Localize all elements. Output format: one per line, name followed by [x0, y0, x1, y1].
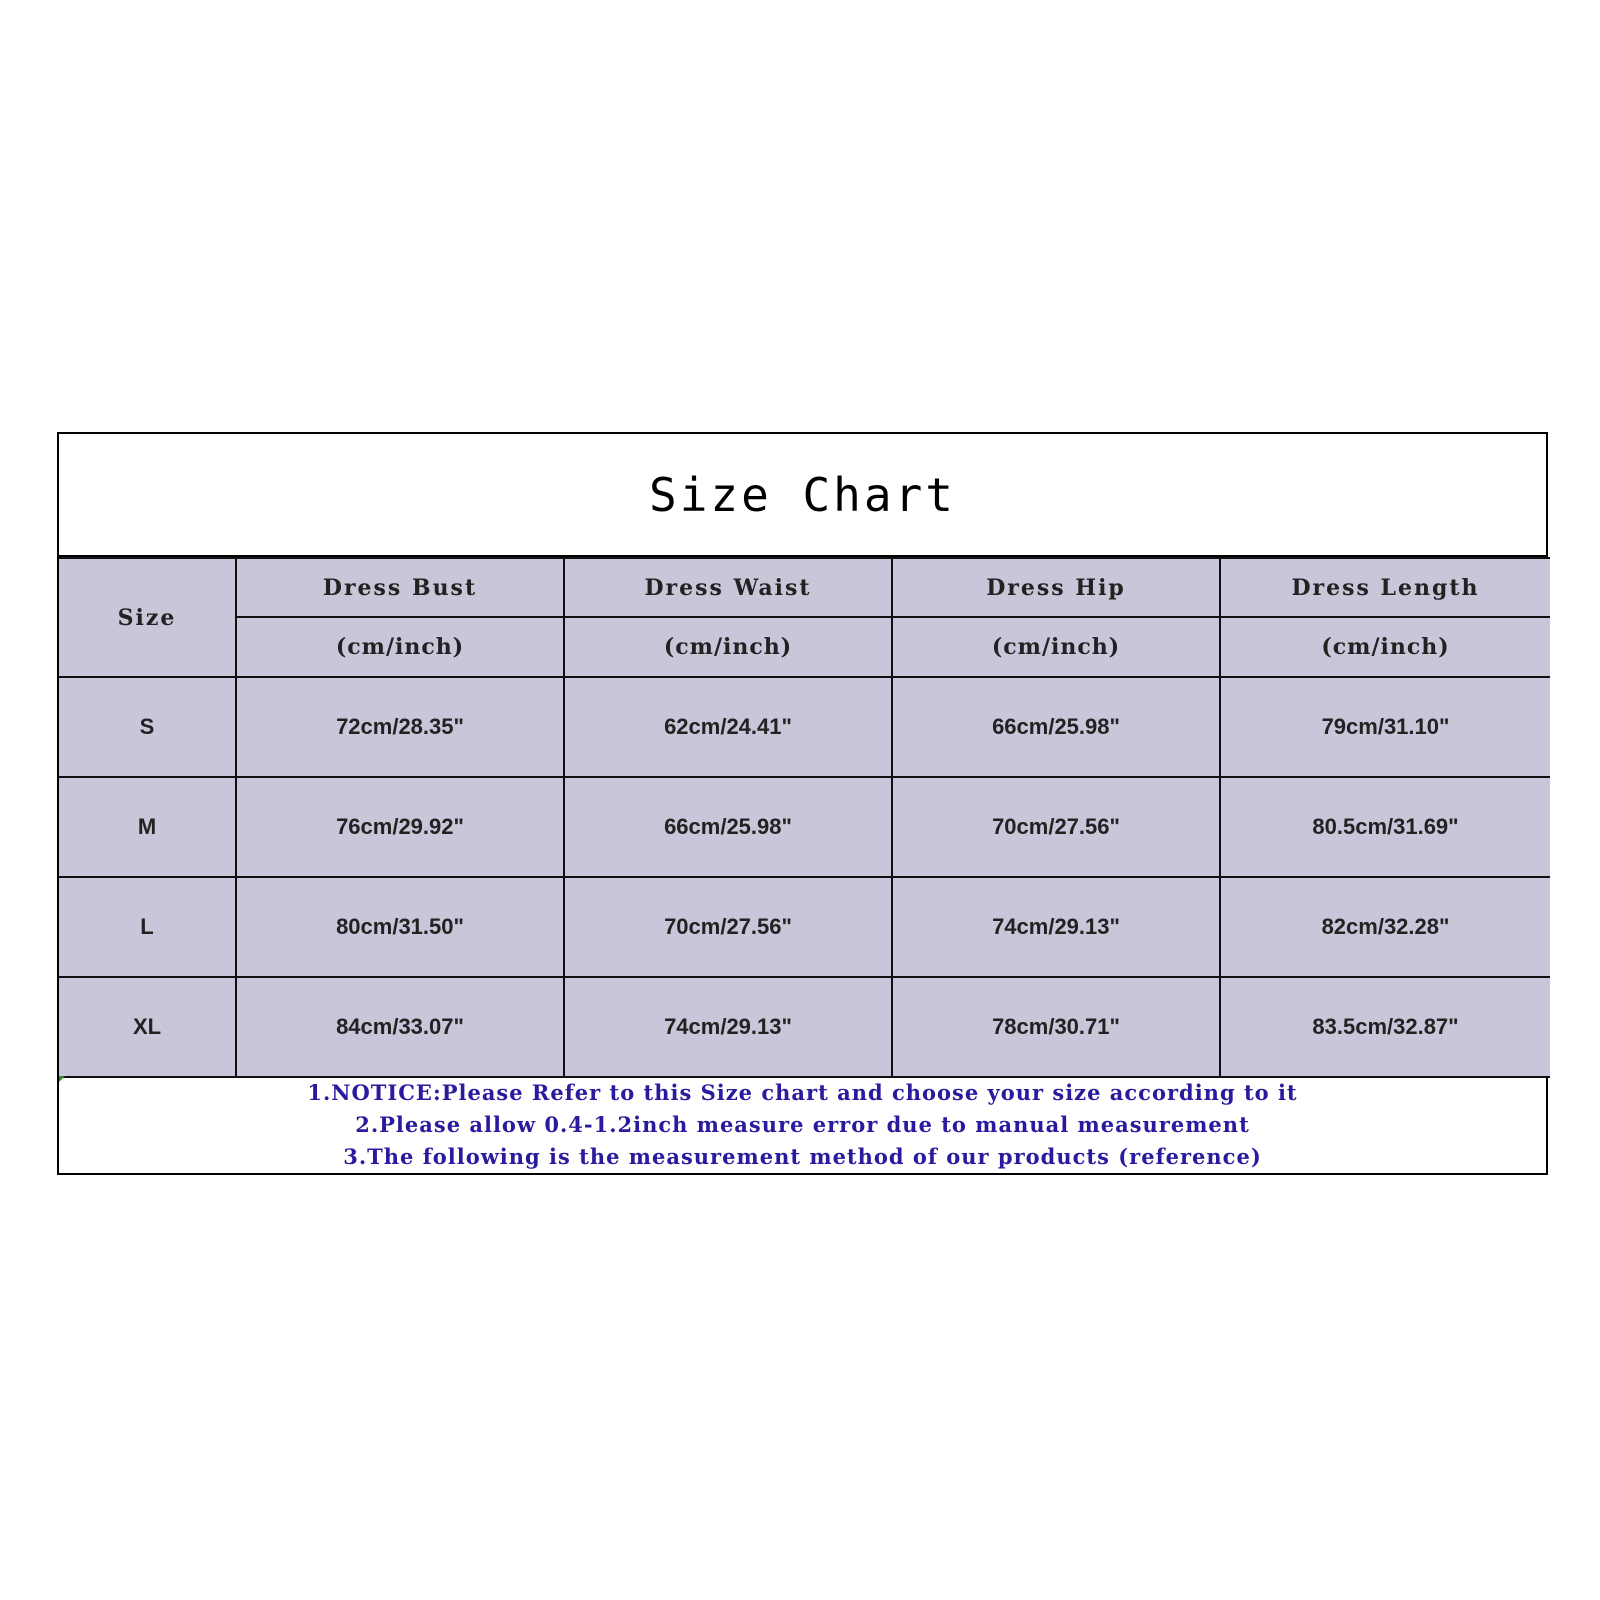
length-cell: 83.5cm/32.87": [1220, 977, 1550, 1077]
note-line-2: 2.Please allow 0.4-1.2inch measure error due to manual measurement: [355, 1112, 1250, 1137]
bust-cell: 84cm/33.07": [236, 977, 564, 1077]
waist-cell: 74cm/29.13": [564, 977, 892, 1077]
bust-cell: 80cm/31.50": [236, 877, 564, 977]
table-row: [59, 677, 1550, 777]
length-cell: 79cm/31.10": [1220, 677, 1550, 777]
note-line-1: 1.NOTICE:Please Refer to this Size chart and choose your size according to it: [307, 1080, 1298, 1105]
column-header-length: Dress Length: [1220, 558, 1550, 617]
notes-section: [59, 1076, 1546, 1174]
unit-label-bust: (cm/inch): [236, 617, 564, 677]
table-row: [59, 877, 1550, 977]
bust-cell: 76cm/29.92": [236, 777, 564, 877]
table-row: [59, 777, 1550, 877]
table-row: [59, 977, 1550, 1077]
size-cell: XL: [59, 977, 236, 1077]
unit-label-hip: (cm/inch): [892, 617, 1220, 677]
waist-cell: 70cm/27.56": [564, 877, 892, 977]
hip-cell: 78cm/30.71": [892, 977, 1220, 1077]
waist-cell: 62cm/24.41": [564, 677, 892, 777]
hip-cell: 66cm/25.98": [892, 677, 1220, 777]
unit-row: [59, 617, 1550, 677]
size-cell: S: [59, 677, 236, 777]
unit-label-waist: (cm/inch): [564, 617, 892, 677]
size-cell: M: [59, 777, 236, 877]
header-row: [59, 558, 1550, 617]
column-header-hip: Dress Hip: [892, 558, 1220, 617]
title-row: [59, 434, 1546, 557]
note-line-3: 3.The following is the measurement method of our products (reference): [343, 1144, 1262, 1169]
length-cell: 80.5cm/31.69": [1220, 777, 1550, 877]
size-chart: [57, 432, 1548, 1175]
size-cell: L: [59, 877, 236, 977]
bust-cell: 72cm/28.35": [236, 677, 564, 777]
waist-cell: 66cm/25.98": [564, 777, 892, 877]
column-header-bust: Dress Bust: [236, 558, 564, 617]
size-table: [59, 557, 1550, 1078]
unit-label-length: (cm/inch): [1220, 617, 1550, 677]
length-cell: 82cm/32.28": [1220, 877, 1550, 977]
size-header: Size: [59, 558, 236, 677]
hip-cell: 74cm/29.13": [892, 877, 1220, 977]
chart-title: Size Chart: [649, 467, 956, 522]
hip-cell: 70cm/27.56": [892, 777, 1220, 877]
column-header-waist: Dress Waist: [564, 558, 892, 617]
